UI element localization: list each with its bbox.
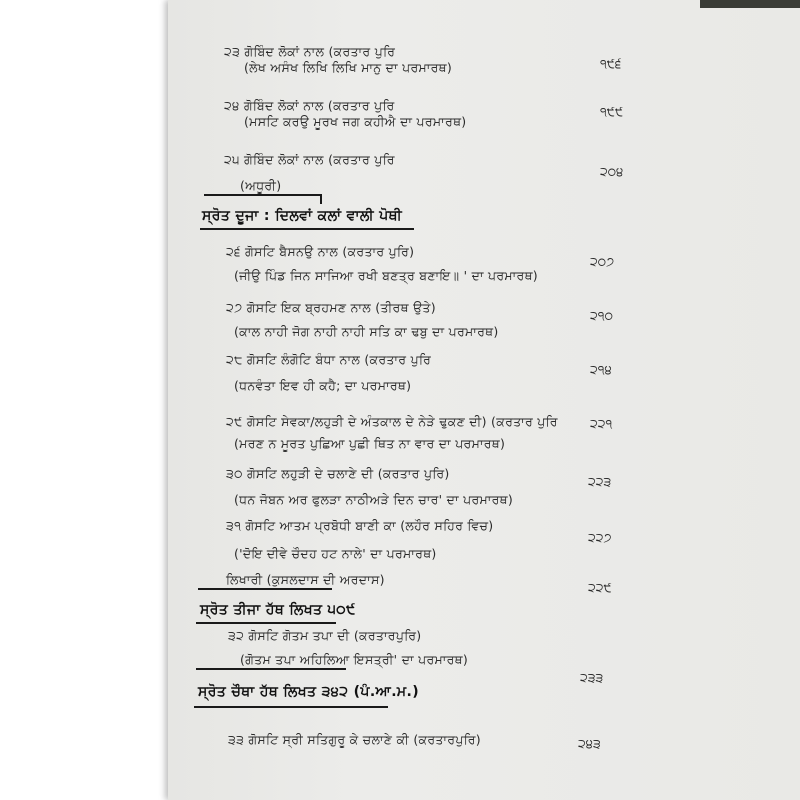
toc-entry-32-page: ੨੩੩ — [580, 670, 604, 685]
toc-entry-28-page: ੨੧੪ — [590, 362, 612, 377]
heading-source4-bottom-rule — [194, 706, 388, 708]
toc-entry-23-page: ੧੯੬ — [600, 56, 622, 71]
heading-source3-bottom-rule — [196, 622, 336, 624]
toc-entry-26-title: ੨੬ ਗੋਸਟਿ ਬੈਸਨਉ ਨਾਲ (ਕਰਤਾਰ ਪੁਰਿ) — [226, 244, 415, 259]
toc-entry-30-title: ੩੦ ਗੋਸਟਿ ਲਹੁੜੀ ਦੇ ਚਲਾਣੇ ਦੀ (ਕਰਤਾਰ ਪੁਰਿ) — [226, 466, 450, 481]
toc-entry-24-page: ੧੯੯ — [600, 104, 624, 119]
toc-entry-23-subtitle: (ਲੇਖ ਅਸੰਖ ਲਿਖਿ ਲਿਖਿ ਮਾਨੁ ਦਾ ਪਰਮਾਰਥ) — [244, 60, 453, 75]
page-top-edge — [700, 0, 800, 8]
toc-entry-31-page: ੨੨੭ — [588, 530, 612, 545]
toc-entry-25-title: ੨੫ ਗੋਬਿੰਦ ਲੋਕਾਂ ਨਾਲ (ਕਰਤਾਰ ਪੁਰਿ — [224, 152, 395, 167]
heading-source4-top-rule — [196, 668, 346, 670]
toc-entry-31-title: ੩੧ ਗੋਸਟਿ ਆਤਮ ਪ੍ਰਬੋਧੀ ਬਾਣੀ ਕਾ (ਲਹੌਰ ਸਹਿਰ ਵਿਚ) — [226, 518, 494, 533]
toc-entry-28-subtitle: (ਧਨਵੰਤਾ ਇਵ ਹੀ ਕਹੈ; ਦਾ ਪਰਮਾਰਥ) — [234, 378, 412, 393]
heading-source2-bottom-rule — [200, 228, 414, 230]
heading-source-2: ਸ੍ਰੋਤ ਦੂਜਾ : ਦਿਲਵਾਂ ਕਲਾਂ ਵਾਲੀ ਪੋਥੀ — [202, 208, 403, 224]
toc-entry-26-page: ੨੦੭ — [590, 254, 615, 269]
toc-entry-24-subtitle: (ਮਸਟਿ ਕਰਉ ਮੂਰਖ ਜਗ ਕਹੀਐ ਦਾ ਪਰਮਾਰਥ) — [244, 114, 467, 129]
toc-entry-25-page: ੨੦੪ — [600, 164, 624, 179]
heading-source-4: ਸ੍ਰੋਤ ਚੌਥਾ ਹੱਥ ਲਿਖਤ ੩੪੨ (ਪੰ.ਆ.ਮ.) — [198, 684, 420, 700]
heading-source2-top-rule — [204, 194, 322, 196]
toc-entry-29-subtitle: (ਮਰਣ ਨ ਮੂਰਤ ਪੁਛਿਆ ਪੁਛੀ ਥਿਤ ਨਾ ਵਾਰ ਦਾ ਪਰਮਾਰਥ) — [234, 436, 506, 451]
toc-entry-31-subtitle: ('ਦੋਇ ਦੀਵੇ ਚੌਦਹ ਹਟ ਨਾਲੇ' ਦਾ ਪਰਮਾਰਥ) — [234, 546, 437, 561]
heading-source-3: ਸ੍ਰੋਤ ਤੀਜਾ ਹੱਥ ਲਿਖਤ ੫੦੯ — [200, 602, 356, 618]
toc-entry-28-title: ੨੮ ਗੋਸਟਿ ਲੰਗੋਟਿ ਬੰਧਾ ਨਾਲ (ਕਰਤਾਰ ਪੁਰਿ — [226, 352, 432, 367]
toc-scribe-page: ੨੨੯ — [588, 580, 612, 595]
toc-entry-32-subtitle: (ਗੋਤਮ ਤਪਾ ਅਹਿਲਿਆ ਇਸਤ੍ਰੀ' ਦਾ ਪਰਮਾਰਥ) — [240, 652, 469, 667]
toc-entry-25-subtitle: (ਅਧੂਰੀ) — [240, 178, 282, 193]
toc-entry-30-subtitle: (ਧਨ ਜੋਬਨ ਅਰ ਫੁਲੜਾ ਨਾਠੀਅੜੇ ਦਿਨ ਚਾਰ' ਦਾ ਪਰਮਾਰਥ) — [234, 492, 514, 507]
toc-entry-24-title: ੨੪ ਗੋਬਿੰਦ ਲੋਕਾਂ ਨਾਲ (ਕਰਤਾਰ ਪੁਰਿ — [224, 98, 395, 113]
toc-entry-29-title: ੨੯ ਗੋਸਟਿ ਸੇਵਕਾ/ਲਹੁੜੀ ਦੇ ਅੰਤਕਾਲ ਦੇ ਨੇੜੇ ਢੁਕਣ ਦੀ) (ਕਰਤਾਰ ਪੁਰਿ — [226, 414, 558, 429]
toc-entry-27-page: ੨੧੦ — [590, 308, 613, 323]
toc-entry-27-title: ੨੭ ਗੋਸਟਿ ਇਕ ਬ੍ਰਹਮਣ ਨਾਲ (ਤੀਰਥ ਉਤੇ) — [226, 300, 436, 315]
toc-entry-30-page: ੨੨੩ — [588, 474, 612, 489]
toc-entry-32-title: ੩੨ ਗੋਸਟਿ ਗੋਤਮ ਤਪਾ ਦੀ (ਕਰਤਾਰਪੁਰਿ) — [228, 628, 422, 643]
toc-entry-26-subtitle: (ਜੀਉ ਪਿੰਡ ਜਿਨ ਸਾਜਿਆ ਰਖੀ ਬਣਤ੍ਰ ਬਣਾਇ॥ ' ਦਾ ਪਰਮਾਰਥ) — [234, 268, 538, 283]
toc-scribe-entry: ਲਿਖਾਰੀ (ਕੁਸਲਦਾਸ ਦੀ ਅਰਦਾਸ) — [226, 572, 385, 587]
toc-entry-29-page: ੨੨੧ — [590, 416, 613, 431]
toc-entry-27-subtitle: (ਕਾਲ ਨਾਹੀ ਜੋਗ ਨਾਹੀ ਨਾਹੀ ਸਤਿ ਕਾ ਢਬੁ ਦਾ ਪਰਮਾਰਥ) — [234, 324, 499, 339]
heading-source3-top-rule — [198, 588, 332, 590]
toc-entry-33-page: ੨੪੩ — [578, 736, 601, 751]
toc-entry-23-title: ੨੩ ਗੋਬਿੰਦ ਲੋਕਾਂ ਨਾਲ (ਕਰਤਾਰ ਪੁਰਿ — [224, 44, 396, 59]
toc-entry-33-title: ੩੩ ਗੋਸਟਿ ਸ੍ਰੀ ਸਤਿਗੁਰੂ ਕੇ ਚਲਾਣੇ ਕੀ (ਕਰਤਾਰਪੁਰਿ) — [228, 732, 481, 747]
heading-source2-top-tick — [320, 194, 322, 204]
